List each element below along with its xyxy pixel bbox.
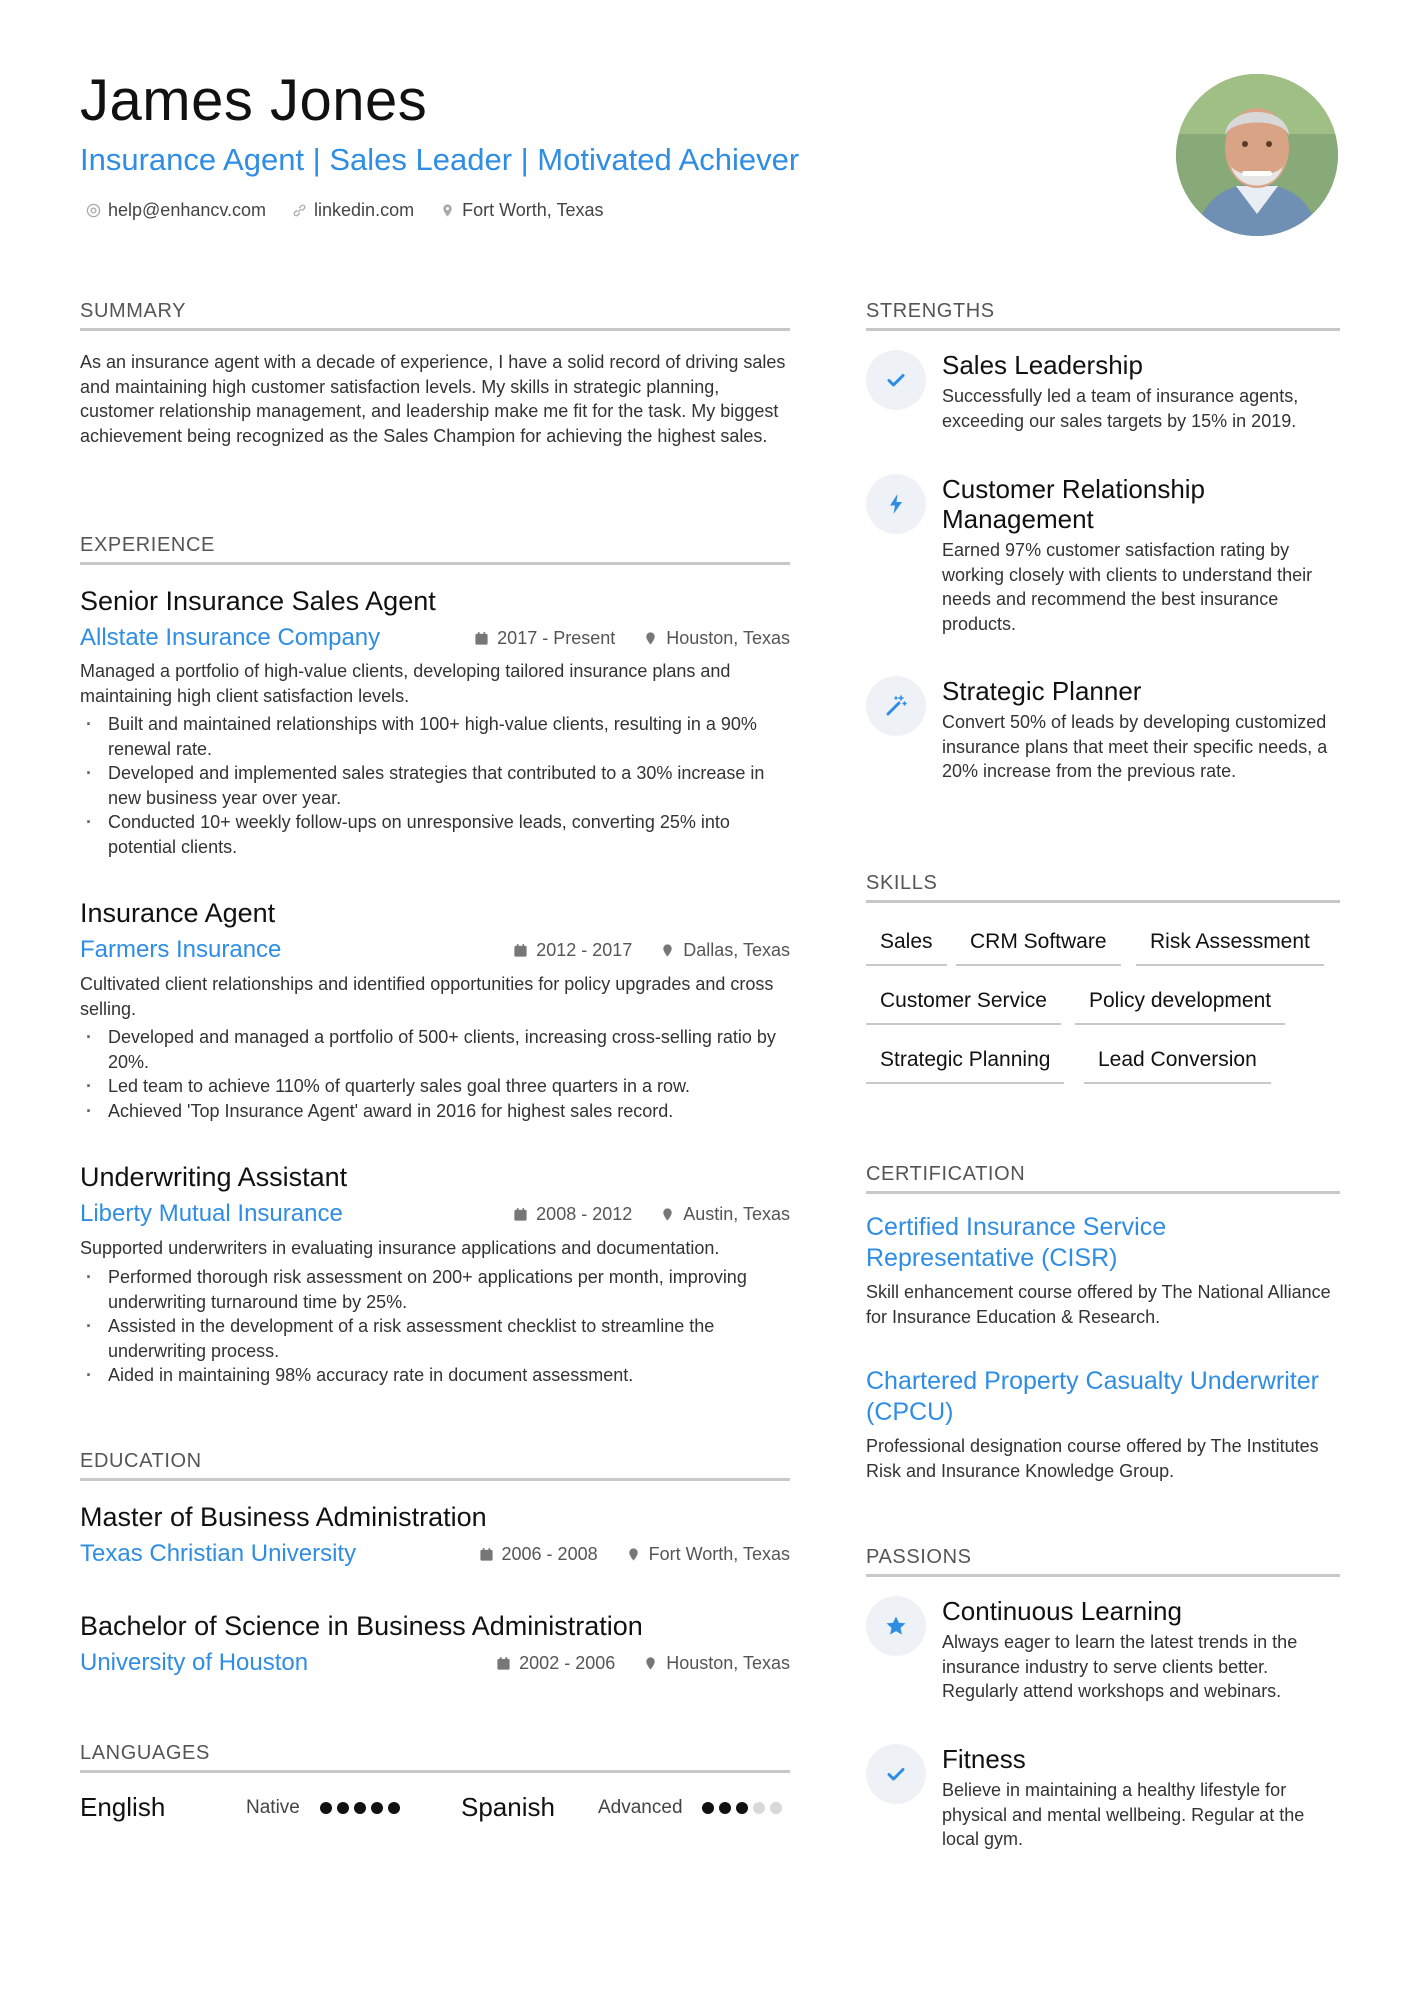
candidate-tagline: Insurance Agent | Sales Leader | Motivated Achiever	[80, 142, 800, 177]
certification-heading: CERTIFICATION	[866, 1163, 1340, 1194]
summary-heading: SUMMARY	[80, 300, 790, 331]
passion-item	[866, 1596, 1346, 1716]
job-title: Senior Insurance Sales Agent	[80, 586, 436, 616]
map-pin-icon	[440, 203, 455, 218]
skill-tag: CRM Software	[956, 924, 1121, 966]
certification-title: Certified Insurance Service Representative (CISR)	[866, 1213, 1167, 1272]
list-item: · Developed and managed a portfolio of 500+ clients, increasing cross-selling ratio by 20%.	[80, 1025, 790, 1074]
degree-title: Master of Business Administration	[80, 1502, 487, 1532]
passion-description: Always eager to learn the latest trends in the insurance industry to serve clients better. Regularly attend workshops and webinars.	[942, 1632, 1298, 1701]
magic-wand-icon	[866, 676, 926, 736]
education-location: Houston, Texas	[666, 1653, 790, 1673]
school-name: Texas Christian University	[80, 1540, 357, 1567]
company-name: Liberty Mutual Insurance	[80, 1200, 343, 1227]
list-item: · Developed and implemented sales strategies that contributed to a 30% increase in new business year over year.	[80, 761, 790, 810]
job-description: Cultivated client relationships and identified opportunities for policy upgrades and cross selling.	[80, 974, 774, 1019]
map-pin-icon	[660, 1207, 675, 1222]
strength-description: Earned 97% customer satisfaction rating by working closely with clients to understand their needs and recommend the best insurance products.	[942, 540, 1313, 634]
passion-title: Continuous Learning	[942, 1596, 1182, 1626]
education-heading: EDUCATION	[80, 1450, 790, 1481]
strength-description: Convert 50% of leads by developing customized insurance plans that meet their specific needs, a 20% increase from the previous rate.	[942, 712, 1328, 781]
certification-description: Professional designation course offered by The Institutes Risk and Insurance Knowledge Group.	[866, 1436, 1319, 1481]
skills-heading: SKILLS	[866, 872, 1340, 903]
proficiency-dot-filled	[736, 1802, 748, 1814]
proficiency-dot-filled	[354, 1802, 366, 1814]
passion-description: Believe in maintaining a healthy lifestyle for physical and mental wellbeing. Regular at the local gym.	[942, 1780, 1305, 1849]
passions-heading: PASSIONS	[866, 1546, 1340, 1577]
email-text: help@enhancv.com	[108, 200, 267, 220]
map-pin-icon	[643, 1656, 658, 1671]
contact-email[interactable]	[86, 200, 266, 221]
proficiency-dot-filled	[320, 1802, 332, 1814]
certification-title: Chartered Property Casualty Underwriter (CPCU)	[866, 1367, 1319, 1426]
education-location: Fort Worth, Texas	[648, 1544, 790, 1564]
avatar	[1176, 74, 1338, 236]
job-meta	[513, 1204, 790, 1225]
check-icon	[866, 350, 926, 410]
job-bullets	[80, 712, 790, 859]
passion-title: Fitness	[942, 1744, 1026, 1774]
education-dates: 2002 - 2006	[519, 1653, 616, 1673]
proficiency-dot-filled	[388, 1802, 400, 1814]
language-level: Native	[246, 1796, 300, 1818]
job-location: Austin, Texas	[683, 1204, 790, 1224]
job-dates: 2008 - 2012	[536, 1204, 633, 1224]
skill-tag: Customer Service	[866, 983, 1061, 1025]
skill-tag: Lead Conversion	[1084, 1042, 1271, 1084]
list-item: · Achieved 'Top Insurance Agent' award in 2016 for highest sales record.	[80, 1099, 790, 1124]
language-name: English	[80, 1792, 166, 1822]
education-meta	[479, 1544, 790, 1565]
company-name: Farmers Insurance	[80, 936, 282, 963]
candidate-name: James Jones	[80, 68, 428, 133]
strength-description: Successfully led a team of insurance agents, exceeding our sales targets by 15% in 2019.	[942, 386, 1299, 431]
job-dates: 2017 - Present	[497, 628, 616, 648]
strength-title: Customer Relationship Management	[942, 474, 1206, 534]
passion-item	[866, 1744, 1346, 1864]
contact-info	[86, 200, 603, 221]
job-dates: 2012 - 2017	[536, 940, 633, 960]
job-location: Dallas, Texas	[683, 940, 790, 960]
education-dates: 2006 - 2008	[501, 1544, 598, 1564]
job-bullets	[80, 1265, 790, 1388]
list-item: · Performed thorough risk assessment on 200+ applications per month, improving underwriting turnaround time by 25%.	[80, 1265, 790, 1314]
education-meta	[496, 1653, 790, 1674]
calendar-icon	[474, 631, 489, 646]
job-title: Underwriting Assistant	[80, 1162, 348, 1192]
proficiency-dot-filled	[719, 1802, 731, 1814]
strengths-heading: STRENGTHS	[866, 300, 1340, 331]
strength-title: Sales Leadership	[942, 350, 1143, 380]
strength-item	[866, 474, 1346, 644]
location-text: Fort Worth, Texas	[462, 200, 604, 220]
proficiency-dots	[320, 1802, 400, 1814]
job-meta	[474, 628, 790, 649]
proficiency-dot-filled	[337, 1802, 349, 1814]
language-spanish	[461, 1792, 791, 1823]
list-item: · Led team to achieve 110% of quarterly sales goal three quarters in a row.	[80, 1074, 790, 1099]
map-pin-icon	[626, 1547, 641, 1562]
proficiency-dot-filled	[702, 1802, 714, 1814]
job-bullets	[80, 1025, 790, 1123]
calendar-icon	[513, 1207, 528, 1222]
strength-item	[866, 350, 1346, 470]
map-pin-icon	[660, 943, 675, 958]
skill-tag: Strategic Planning	[866, 1042, 1064, 1084]
star-icon	[866, 1596, 926, 1656]
experience-heading: EXPERIENCE	[80, 534, 790, 565]
certification-description: Skill enhancement course offered by The National Alliance for Insurance Education & Research.	[866, 1282, 1331, 1327]
language-level: Advanced	[598, 1796, 683, 1818]
job-location: Houston, Texas	[666, 628, 790, 648]
proficiency-dots	[702, 1802, 782, 1814]
list-item: · Built and maintained relationships with 100+ high-value clients, resulting in a 90% renewal rate.	[80, 712, 790, 761]
language-english	[80, 1792, 410, 1823]
strength-item	[866, 676, 1346, 816]
calendar-icon	[513, 943, 528, 958]
lightning-icon	[866, 474, 926, 534]
job-description: Managed a portfolio of high-value clients, developing tailored insurance plans and maintaining high client satisfaction levels.	[80, 661, 731, 706]
skill-tag: Risk Assessment	[1136, 924, 1324, 966]
proficiency-dot-filled	[371, 1802, 383, 1814]
language-name: Spanish	[461, 1792, 555, 1822]
linkedin-text: linkedin.com	[314, 200, 415, 220]
check-icon	[866, 1744, 926, 1804]
calendar-icon	[479, 1547, 494, 1562]
company-name: Allstate Insurance Company	[80, 624, 381, 651]
contact-location	[440, 200, 603, 221]
at-icon	[86, 203, 101, 218]
map-pin-icon	[643, 631, 658, 646]
link-icon	[292, 203, 307, 218]
school-name: University of Houston	[80, 1649, 309, 1676]
list-item: · Conducted 10+ weekly follow-ups on unresponsive leads, converting 25% into potential clients.	[80, 810, 790, 859]
calendar-icon	[496, 1656, 511, 1671]
proficiency-dot-empty	[770, 1802, 782, 1814]
strength-title: Strategic Planner	[942, 676, 1142, 706]
list-item: · Assisted in the development of a risk assessment checklist to streamline the underwriting process.	[80, 1314, 790, 1363]
proficiency-dot-empty	[753, 1802, 765, 1814]
contact-linkedin[interactable]	[292, 200, 414, 221]
job-title: Insurance Agent	[80, 898, 276, 928]
summary-text: As an insurance agent with a decade of experience, I have a solid record of driving sales and maintaining high customer satisfaction levels. My skills in strategic planning, customer relationship management, and leadership make me fit for the task. My biggest achievement being recognized as the Sales Champion for achieving the highest sales.	[80, 352, 786, 446]
languages-heading: LANGUAGES	[80, 1742, 790, 1773]
list-item: · Aided in maintaining 98% accuracy rate in document assessment.	[80, 1363, 790, 1388]
skill-tag: Policy development	[1075, 983, 1285, 1025]
job-meta	[513, 940, 790, 961]
job-description: Supported underwriters in evaluating insurance applications and documentation.	[80, 1238, 720, 1258]
profile-photo	[1176, 74, 1338, 236]
skill-tag: Sales	[866, 924, 947, 966]
degree-title: Bachelor of Science in Business Administration	[80, 1611, 643, 1641]
